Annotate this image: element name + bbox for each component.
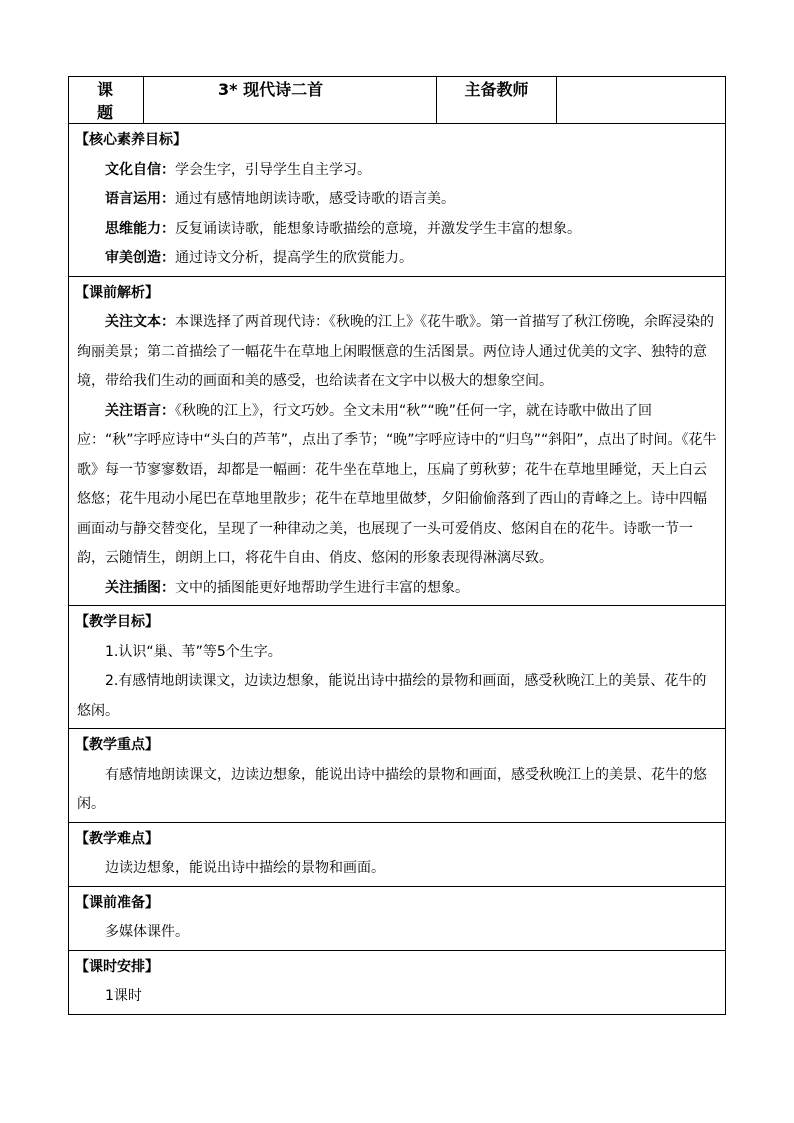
section-teaching-goals (69, 606, 726, 729)
goal-text: 学会生字，引导学生自主学习。 (175, 161, 371, 178)
goal-label: 语言运用： (105, 191, 175, 207)
preparation-text: 多媒体课件。 (105, 924, 189, 940)
lesson-plan-table (68, 76, 726, 1015)
key-points-text: 有感情地朗读课文，边读边想象，能说出诗中描绘的景物和画面，感受秋晚江上的美景、花牛的悠闲。 (77, 766, 707, 812)
goal-text: 通过有感情地朗读诗歌，感受诗歌的语言美。 (175, 191, 455, 207)
analysis-text: 本课选择了两首现代诗：《秋晚的江上》《花牛歌》。第一首描写了秋江傍晚，余晖浸染的绚丽美景；第二首描绘了一幅花牛在草地上闲暇惬意的生活图景。两位诗人通过优美的文字、独特的意境，带给我们生动的画面和美的感受，也给读者在文字中以极大的想象空间。 (77, 314, 714, 389)
analysis-item (77, 308, 717, 397)
goal-label: 审美创造： (105, 250, 175, 266)
schedule-text: 1课时 (105, 988, 142, 1004)
analysis-label: 关注文本： (105, 314, 175, 330)
section-title: 【核心素养目标】 (75, 132, 187, 148)
teacher-value (557, 77, 726, 124)
section-core-goals (69, 124, 726, 277)
difficult-points-text: 边读边想象，能说出诗中描绘的景物和画面。 (105, 860, 385, 876)
section-title: 【教学重点】 (75, 737, 159, 753)
section-preparation (69, 886, 726, 950)
section-title: 【教学难点】 (75, 830, 159, 847)
analysis-label: 关注插图： (105, 579, 175, 596)
goal-label: 文化自信： (105, 161, 175, 178)
lesson-plan-page (68, 76, 725, 1015)
analysis-label: 关注语言： (105, 402, 175, 419)
goal-text: 通过诗文分析，提高学生的欣赏能力。 (175, 250, 413, 266)
teaching-goal-item: 2.有感情地朗读课文，边读边想象，能说出诗中描绘的景物和画面，感受秋晚江上的美景、花牛的悠闲。 (77, 673, 707, 719)
section-difficult-points (69, 822, 726, 886)
section-title: 【课时安排】 (75, 958, 159, 975)
section-title: 【课前解析】 (75, 284, 159, 301)
lesson-title: 3* 现代诗二首 (144, 77, 437, 124)
goal-item (77, 156, 717, 186)
section-schedule (69, 950, 726, 1014)
goal-text: 反复诵读诗歌，能想象诗歌描绘的意境，并激发学生丰富的想象。 (175, 220, 581, 237)
goal-item (77, 244, 717, 274)
header-row (69, 77, 726, 124)
topic-label: 课 题 (69, 77, 144, 124)
section-title: 【课前准备】 (75, 894, 159, 911)
goal-item (77, 185, 717, 215)
section-key-points (69, 729, 726, 823)
goal-item (77, 215, 717, 245)
goal-label: 思维能力： (105, 220, 175, 237)
analysis-text: 《秋晚的江上》，行文巧妙。全文未用“秋”“晚”任何一字，就在诗歌中做出了回应：“秋”字呼应诗中“头白的芦苇”，点出了季节；“晚”字呼应诗中的“归鸟”“斜阳”，点出了时间。《花牛歌》每一节寥寥数语，却都是一幅画：花牛坐在草地上，压扁了剪秋萝；花牛在草地里睡觉，天上白云悠悠；花牛甩动小尾巴在草地里散步；花牛在草地里做梦，夕阳偷偷落到了西山的青峰之上。诗中四幅画面动与静交替变化，呈现了一种律动之美，也展现了一头可爱俏皮、悠闲自在的花牛。诗歌一节一韵，云随情生，朗朗上口，将花牛自由、俏皮、悠闲的形象表现得淋漓尽致。 (77, 402, 717, 566)
teacher-label: 主备教师 (437, 77, 557, 124)
analysis-item (77, 397, 717, 574)
section-title: 【教学目标】 (75, 614, 159, 630)
section-pre-analysis (69, 276, 726, 606)
teaching-goal-item: 1.认识“巢、苇”等5个生字。 (105, 643, 282, 660)
analysis-item (77, 574, 717, 604)
analysis-text: 文中的插图能更好地帮助学生进行丰富的想象。 (175, 579, 469, 596)
